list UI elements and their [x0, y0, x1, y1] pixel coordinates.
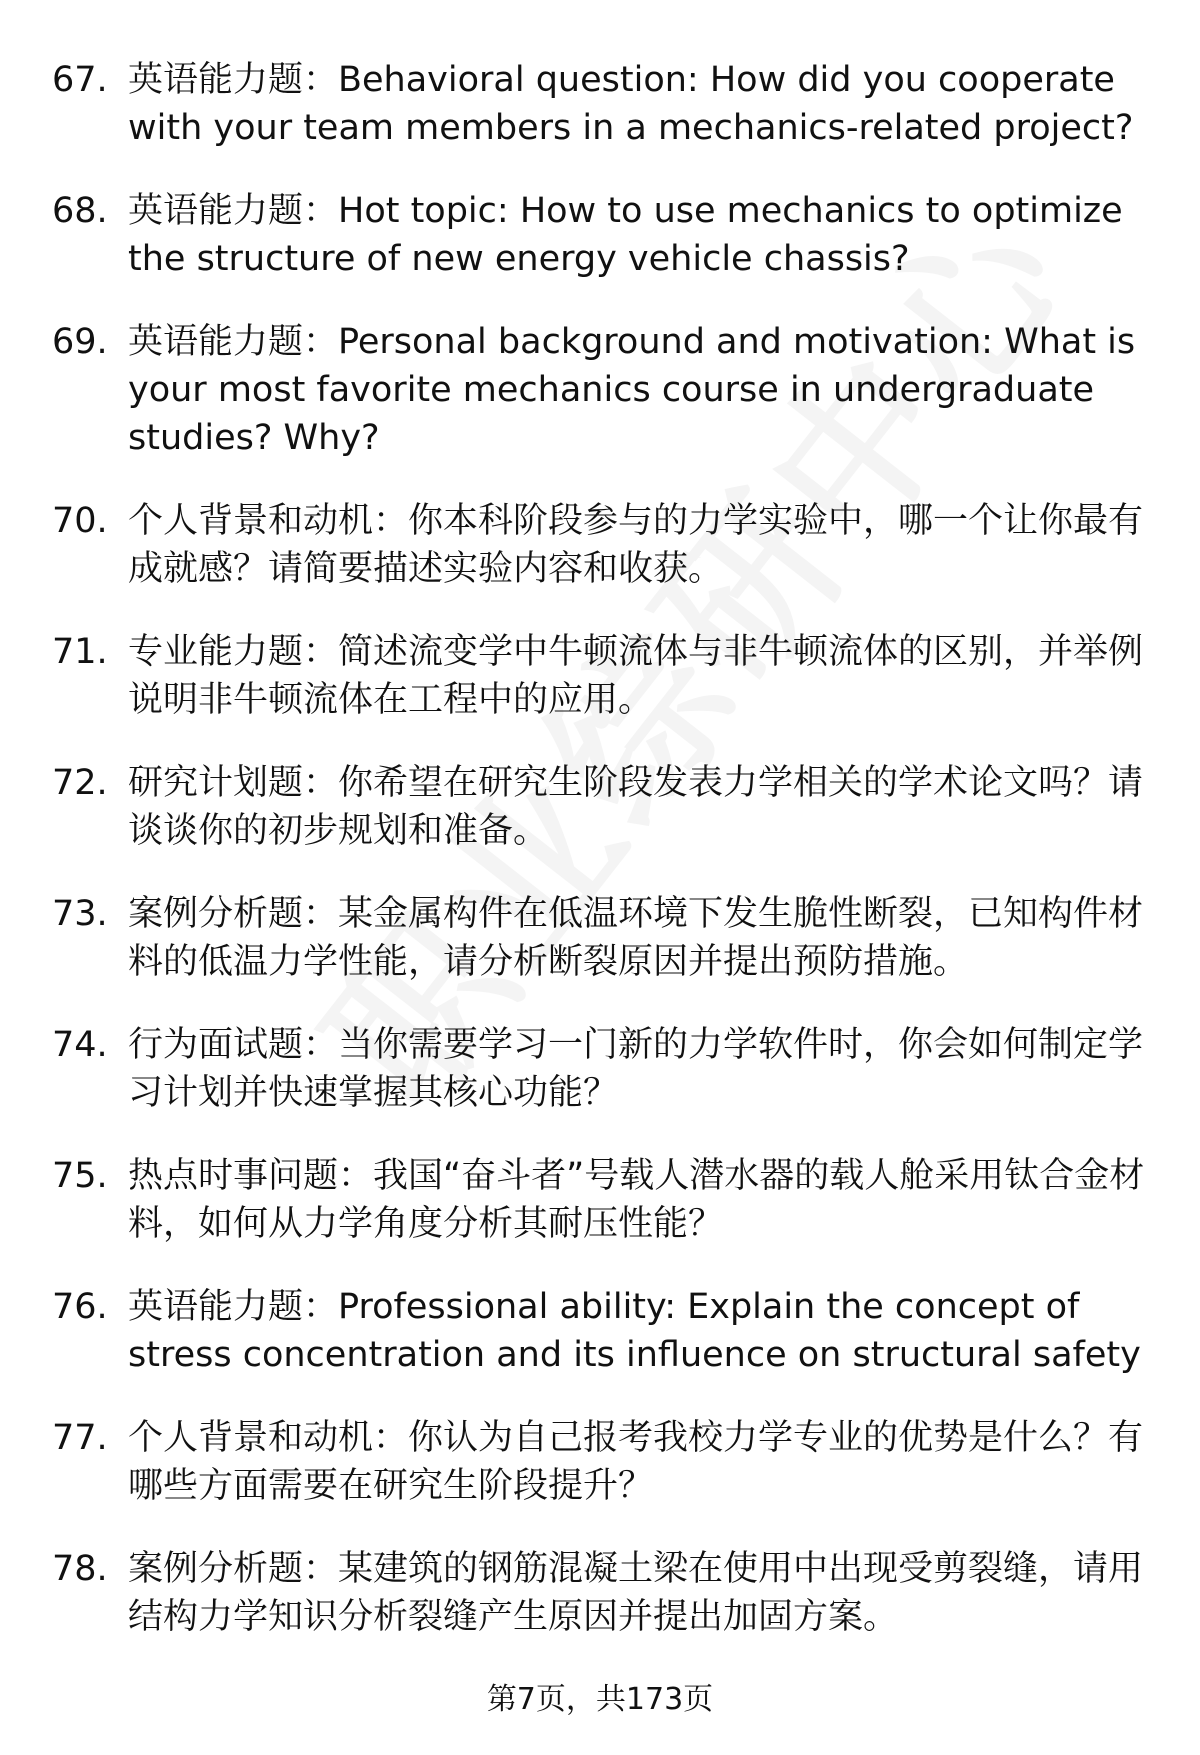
- question-item: [52, 759, 1152, 855]
- question-number: 69.: [52, 322, 108, 362]
- question-item: [52, 628, 1152, 724]
- question-text: 研究计划题：你希望在研究生阶段发表力学相关的学术论文吗？请谈谈你的初步规划和准备。: [128, 763, 1144, 851]
- question-number: 68.: [52, 191, 108, 231]
- question-text: 英语能力题：Professional ability: Explain the concept of stress concentration and its influence on structural safety: [128, 1287, 1141, 1375]
- question-item: [52, 318, 1152, 462]
- question-item: [52, 1021, 1152, 1117]
- question-item: [52, 1152, 1152, 1248]
- question-number: 73.: [52, 894, 108, 934]
- question-number: 70.: [52, 501, 108, 541]
- question-number: 77.: [52, 1418, 108, 1458]
- question-number: 74.: [52, 1025, 108, 1065]
- question-number: 76.: [52, 1287, 108, 1327]
- page-number-footer: 第7页，共173页: [486, 1682, 714, 1717]
- question-item: [52, 56, 1152, 152]
- question-item: [52, 890, 1152, 986]
- question-number: 72.: [52, 763, 108, 803]
- question-text: 案例分析题：某金属构件在低温环境下发生脆性断裂，已知构件材料的低温力学性能，请分析断裂原因并提出预防措施。: [128, 894, 1144, 982]
- question-item: [52, 497, 1152, 593]
- question-text: 个人背景和动机：你认为自己报考我校力学专业的优势是什么？有哪些方面需要在研究生阶段提升？: [128, 1418, 1144, 1506]
- question-text: 英语能力题：Behavioral question: How did you cooperate with your team members in a mechanics-related project?: [128, 60, 1134, 148]
- question-number: 67.: [52, 60, 108, 100]
- question-number: 78.: [52, 1549, 108, 1589]
- question-item: [52, 1283, 1152, 1379]
- question-item: [52, 187, 1152, 283]
- question-list: [52, 56, 1152, 1676]
- question-text: 英语能力题：Hot topic: How to use mechanics to optimize the structure of new energy vehicle chassis?: [128, 191, 1123, 279]
- question-text: 英语能力题：Personal background and motivation: What is your most favorite mechanics course in undergraduate studies? Why?: [128, 322, 1136, 458]
- question-text: 个人背景和动机：你本科阶段参与的力学实验中，哪一个让你最有成就感？请简要描述实验内容和收获。: [128, 501, 1144, 589]
- question-item: [52, 1545, 1152, 1641]
- question-item: [52, 1414, 1152, 1510]
- question-text: 热点时事问题：我国“奋斗者”号载人潜水器的载人舱采用钛合金材料，如何从力学角度分析其耐压性能？: [128, 1156, 1145, 1244]
- question-number: 71.: [52, 632, 108, 672]
- question-text: 行为面试题：当你需要学习一门新的力学软件时，你会如何制定学习计划并快速掌握其核心功能？: [128, 1025, 1144, 1113]
- question-text: 案例分析题：某建筑的钢筋混凝土梁在使用中出现受剪裂缝，请用结构力学知识分析裂缝产生原因并提出加固方案。: [128, 1549, 1144, 1637]
- question-text: 专业能力题：简述流变学中牛顿流体与非牛顿流体的区别，并举例说明非牛顿流体在工程中的应用。: [128, 632, 1144, 720]
- question-number: 75.: [52, 1156, 108, 1196]
